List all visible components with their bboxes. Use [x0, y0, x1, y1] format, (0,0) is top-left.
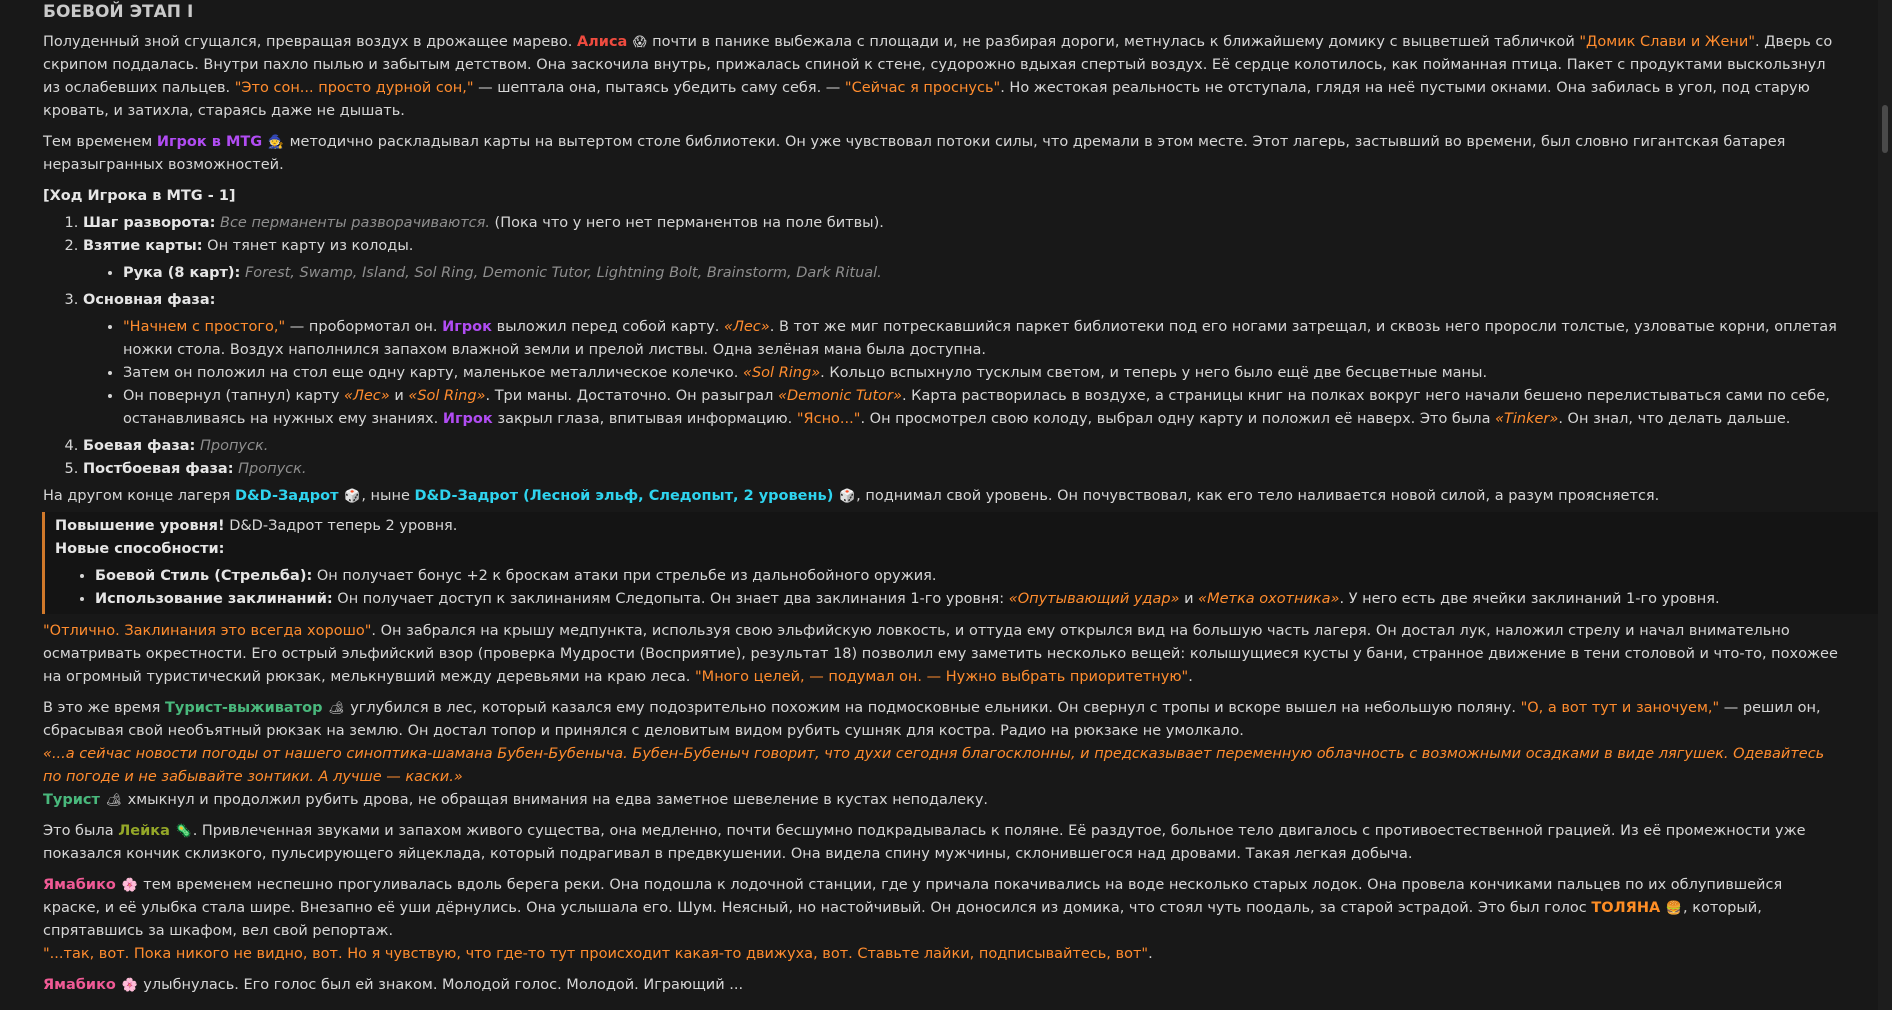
character-yamabiko: Ямабико — [43, 877, 116, 893]
character-tolyan: ТОЛЯНА — [1591, 900, 1661, 916]
text: Затем он положил на стол еще одну карту, маленькое металлическое колечко. — [123, 365, 744, 381]
text: . Карта растворилась в воздухе, а страницы книг на полках вокруг него начали бешено перелистываться сами по себе, останавливаясь на нужных ему знаниях. — [123, 388, 1830, 427]
step-label: Боевая фаза: — [83, 438, 196, 454]
level-up-line — [55, 515, 1882, 538]
spell-name: «Метка охотника» — [1198, 591, 1340, 607]
list-item — [83, 289, 1843, 431]
text: (Пока что у него нет перманентов на поле битвы). — [489, 215, 884, 231]
paragraph-dnd-scout — [43, 620, 1843, 689]
paragraph-yamabiko-2 — [43, 974, 1843, 997]
text: . Он просмотрел свою колоду, выбрал одну карту и положил её наверх. Это была — [860, 411, 1496, 427]
card-name: «Лес» — [724, 319, 770, 335]
hand-list — [83, 262, 1843, 285]
list-item — [123, 362, 1843, 385]
page-title: БОЕВОЙ ЭТАП I — [43, 2, 194, 22]
flower-icon: 🌸 — [121, 878, 138, 893]
text: Он получает доступ к заклинаниям Следопыта. Он знает два заклинания 1-го уровня: — [332, 591, 1009, 607]
step-label: Шаг разворота: — [83, 215, 216, 231]
quote: "Сейчас я проснусь" — [844, 80, 1001, 96]
text: углубился в лес, который казался ему подозрительно похожим на подмосковные ельники. Он свернул с тропы и вскоре вышел на небольшую поляну. — [345, 700, 1521, 716]
paragraph-tourist — [43, 697, 1843, 812]
card-name: «Sol Ring» — [743, 365, 821, 381]
mage-icon: 🧙 — [267, 135, 284, 150]
hand-cards: Forest, Swamp, Island, Sol Ring, Demonic Tutor, Lightning Bolt, Brainstorm, Dark Ritual. — [244, 265, 882, 281]
text: . Три маны. Достаточно. Он разыграл — [485, 388, 779, 404]
quote: "О, а вот тут и заночуем," — [1520, 700, 1720, 716]
list-item — [83, 212, 1843, 235]
card-name: «Tinker» — [1495, 411, 1559, 427]
scared-face-icon: 😱 — [632, 35, 647, 50]
character-tourist: Турист-выживатор — [164, 700, 323, 716]
vertical-scrollbar[interactable] — [1878, 0, 1892, 1010]
abilities-label: Новые способности: — [55, 541, 225, 557]
text: Это была — [43, 823, 119, 839]
ability-label: Использование заклинаний: — [95, 591, 333, 607]
quote: "Начнем с простого," — [123, 319, 286, 335]
step-label: Взятие карты: — [83, 238, 203, 254]
character-dnd: D&D-Задрот (Лесной эльф, Следопыт, 2 уровень) — [414, 488, 834, 504]
card-name: «Demonic Tutor» — [778, 388, 902, 404]
text: D&D-Задрот теперь 2 уровня. — [224, 518, 458, 534]
level-up-callout — [42, 512, 1892, 614]
dice-icon: 🎲 — [838, 489, 856, 504]
abilities-list — [55, 565, 1882, 611]
hand-label: Рука (8 карт): — [123, 265, 241, 281]
text: методично раскладывал карты на вытертом столе библиотеки. Он уже чувствовал потоки силы, что дремали в этом месте. Этот лагерь, застывший во времени, был словно гигантская батарея неразыгранных возможностей. — [43, 134, 1786, 173]
text: Он повернул (тапнул) карту — [123, 388, 345, 404]
text: — пробормотал он. — [285, 319, 443, 335]
paragraph-mtg — [43, 131, 1843, 177]
quote: "Много целей, — подумал он. — Нужно выбрать приоритетную" — [695, 669, 1189, 685]
text: . — [1188, 669, 1193, 685]
list-item — [123, 262, 1843, 285]
text: . — [1148, 946, 1153, 962]
turn-title-text: [Ход Игрока в MTG - 1] — [43, 188, 236, 204]
character-dnd: D&D-Задрот — [234, 488, 339, 504]
list-item — [95, 588, 1882, 611]
card-name: «Sol Ring» — [408, 388, 486, 404]
text: — решил он, сбрасывая свой необъятный рюкзак на землю. Он достал топор и принялся с деловитым видом рубить сушняк для костра. Радио на рюкзаке не умолкало. — [43, 700, 1821, 739]
ability-label: Боевой Стиль (Стрельба): — [95, 568, 313, 584]
list-item — [123, 316, 1843, 362]
text: , поднимал свой уровень. Он почувствовал, как его тело наливается новой силой, а разум проясняется. — [856, 488, 1660, 504]
text: улыбнулась. Его голос был ей знаком. Молодой голос. Молодой. Играющий ... — [138, 977, 744, 993]
camping-icon: 🏕 — [105, 793, 123, 808]
character-mtg-player: Игрок в MTG — [156, 134, 263, 150]
text: Полуденный зной сгущался, превращая воздух в дрожащее марево. — [43, 34, 577, 50]
paragraph-leika — [43, 820, 1843, 866]
quote: "Это сон... просто дурной сон," — [234, 80, 474, 96]
text: В это же время — [43, 700, 165, 716]
camping-icon: 🏕 — [328, 701, 345, 716]
step-note: Все перманенты разворачиваются. — [220, 215, 490, 231]
text: хмыкнул и продолжил рубить дрова, не обращая внимания на едва заметное шевеление в кустах неподалеку. — [123, 792, 989, 808]
paragraph-dnd — [43, 485, 1843, 508]
scrollbar-thumb[interactable] — [1882, 105, 1888, 153]
step-note: Пропуск. — [238, 461, 307, 477]
step-label: Постбоевая фаза: — [83, 461, 234, 477]
list-item — [83, 458, 1843, 481]
turn-title — [43, 185, 1843, 208]
text: , который, спрятавшись за шкафом, вел свой репортаж. — [43, 900, 1762, 939]
text: . Но жестокая реальность не отступала, глядя на неё пустыми окнами. Она забилась в угол, под старую кровать, и затихла, стараясь даже не дышать. — [43, 80, 1810, 119]
text: . У него есть две ячейки заклинаний 1-го уровня. — [1339, 591, 1720, 607]
microbe-icon: 🦠 — [175, 824, 192, 839]
list-item — [83, 235, 1843, 285]
quote: "Отлично. Заклинания это всегда хорошо" — [43, 623, 372, 639]
text: . Привлеченная звуками и запахом живого существа, она медленно, почти бесшумно подкрадывалась к поляне. Её раздутое, больное тело двигалось с противоестественной грацией. Из её промежности уже показался кончик склизкого, пульсирующего яйцеклада, который подрагивал в предвкушении. Она видела спину мужчины, склонившегося над дровами. Такая легкая добыча. — [43, 823, 1806, 862]
abilities-line — [55, 538, 1882, 561]
sign-quote: "Домик Слави и Жени" — [1579, 34, 1755, 50]
dice-icon: 🎲 — [344, 489, 361, 504]
step-note: Пропуск. — [199, 438, 269, 454]
text: выложил перед собой карту. — [491, 319, 725, 335]
card-name: «Лес» — [344, 388, 390, 404]
text: Он получает бонус +2 к броскам атаки при стрельбе из дальнобойного оружия. — [312, 568, 937, 584]
text: Тем временем — [43, 134, 157, 150]
spell-name: «Опутывающий удар» — [1008, 591, 1180, 607]
character-tourist: Турист — [43, 792, 100, 808]
character-alice: Алиса — [576, 34, 628, 50]
radio-broadcast: «...а сейчас новости погоды от нашего синоптика-шамана Бубен-Бубеныча. Бубен-Бубеныч говорит, что духи сегодня благосклонны, и предсказывает переменную облачность с возможными осадками в виде лягушек. Одевайтесь по погоде и не забывайте зонтики. А лучше — каски.» — [43, 746, 1825, 785]
text: . В тот же миг потрескавшийся паркет библиотеки под его ногами затрещал, и сквозь него проросли толстые, узловатые корни, оплетая ножки стола. Воздух наполнился запахом влажной земли и прелой листвы. Одна зелёная мана была доступна. — [123, 319, 1837, 358]
story-content — [43, 0, 1843, 1005]
text: и — [1179, 591, 1199, 607]
text: . Он забрался на крышу медпункта, используя свою эльфийскую ловкость, и оттуда ему открылся вид на большую часть лагеря. Он достал лук, наложил стрелу и начал внимательно осматривать окрестности. Его острый эльфийский взор (проверка Мудрости (Восприятие), результат 18) позволил ему заметить несколько вещей: колышущиеся кусты у бани, странное движение в тени столовой и что-то, похожее на огромный туристический рюкзак, мелькнувший между деревьями на краю леса. — [43, 623, 1838, 685]
main-phase-list — [83, 316, 1843, 431]
text: . Он знал, что делать дальше. — [1558, 411, 1791, 427]
step-label: Основная фаза: — [83, 292, 216, 308]
text: — шептала она, пытаясь убедить саму себя. — — [473, 80, 845, 96]
text: . Дверь со скрипом поддалась. Внутри пахло пылью и забытым детством. Она заскочила внутрь, прижалась спиной к стене, судорожно вдыхая спертый воздух. Её сердце колотилось, как пойманная птица. Пакет с продуктами выскользнул из ослабевших пальцев. — [43, 34, 1833, 96]
character-yamabiko: Ямабико — [43, 977, 116, 993]
text: и — [389, 388, 409, 404]
text: На другом конце лагеря — [43, 488, 235, 504]
quote: "Ясно..." — [796, 411, 861, 427]
flower-icon: 🌸 — [121, 978, 138, 993]
text: Он тянет карту из колоды. — [202, 238, 414, 254]
list-item — [123, 385, 1843, 431]
turn-steps-list — [43, 212, 1843, 481]
character-leika: Лейка — [118, 823, 170, 839]
text: , ныне — [361, 488, 415, 504]
text: тем временем неспешно прогуливалась вдоль берега реки. Она подошла к лодочной станции, где у причала покачивались на воде несколько старых лодок. Она провела кончиками пальцев по их облупившейся краске, и её улыбка стала шире. Внезапно её уши дёрнулись. Она услышала его. Шум. Неясный, но настойчивый. Он доносился из домика, что стоял чуть поодаль, за старой эстрадой. Это был голос — [43, 877, 1783, 916]
list-item — [95, 565, 1882, 588]
text: закрыл глаза, впитывая информацию. — [492, 411, 797, 427]
burger-icon: 🍔 — [1665, 901, 1682, 916]
character-mtg-player: Игрок — [442, 319, 492, 335]
text: . Кольцо вспыхнуло тусклым светом, и теперь у него было ещё две бесцветные маны. — [820, 365, 1488, 381]
paragraph-yamabiko — [43, 874, 1843, 966]
paragraph-alice — [43, 31, 1843, 123]
quote: "...так, вот. Пока никого не видно, вот. Но я чувствую, что где-то тут происходит какая-то движуха, вот. Ставьте лайки, подписывайтесь, вот" — [43, 946, 1149, 962]
character-mtg-player: Игрок — [442, 411, 493, 427]
list-item — [83, 435, 1843, 458]
level-up-label: Повышение уровня! — [55, 518, 225, 534]
text: почти в панике выбежала с площади и, не разбирая дороги, метнулась к ближайшему домику с выцветшей табличкой — [647, 34, 1580, 50]
